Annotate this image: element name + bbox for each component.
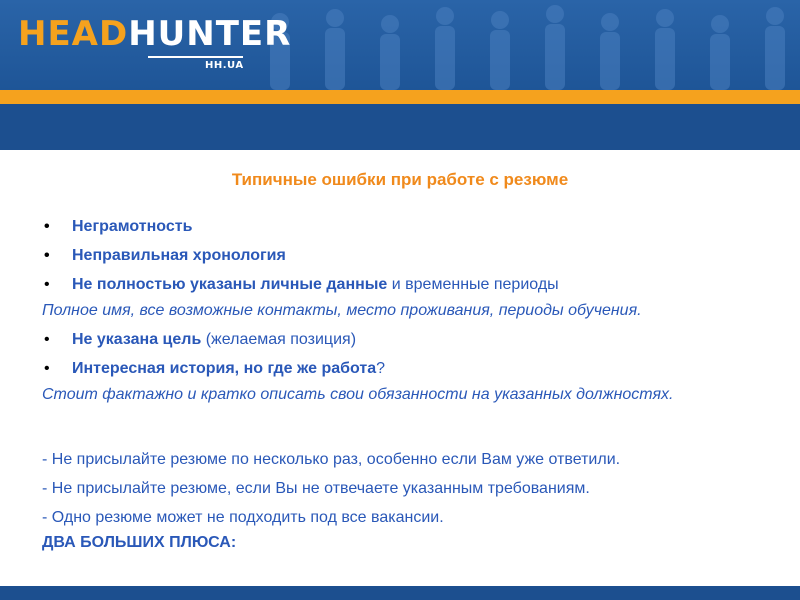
slide-title: Типичные ошибки при работе с резюме bbox=[231, 170, 569, 189]
logo-subtitle: HH.UA bbox=[205, 60, 244, 71]
bullet-item: • Не указана цель (желаемая позиция) bbox=[42, 325, 782, 354]
bullet-item: • Неграмотность bbox=[42, 212, 782, 241]
bullet-item: • Интересная история, но где же работа? bbox=[42, 354, 782, 383]
bullet-item: • Неправильная хронология bbox=[42, 241, 782, 270]
footer-band bbox=[0, 586, 800, 600]
tip-line: - Не присылайте резюме, если Вы не отвечаете указанным требованиям. bbox=[42, 480, 590, 497]
note-text: Полное имя, все возможные контакты, место проживания, периоды обучения. bbox=[42, 302, 642, 319]
tip-line: - Не присылайте резюме по несколько раз, особенно если Вам уже ответили. bbox=[42, 451, 621, 468]
note-text: Стоит фактажно и кратко описать свои обязанности на указанных должностях. bbox=[42, 386, 674, 403]
logo-underline bbox=[148, 56, 243, 58]
bullet-item: • Не полностью указаны личные данные и временные периоды bbox=[42, 270, 782, 299]
header-banner bbox=[0, 0, 800, 150]
slide-content bbox=[42, 212, 782, 554]
people-silhouettes-image bbox=[240, 0, 800, 90]
headhunter-logo: HEADHUNTER bbox=[18, 14, 292, 54]
header-bottom-band bbox=[0, 104, 800, 150]
tip-line: - Одно резюме может не подходить под все вакансии. bbox=[42, 509, 444, 526]
header-orange-band bbox=[0, 90, 800, 104]
plus-heading: ДВА БОЛЬШИХ ПЛЮСА: bbox=[42, 534, 237, 551]
